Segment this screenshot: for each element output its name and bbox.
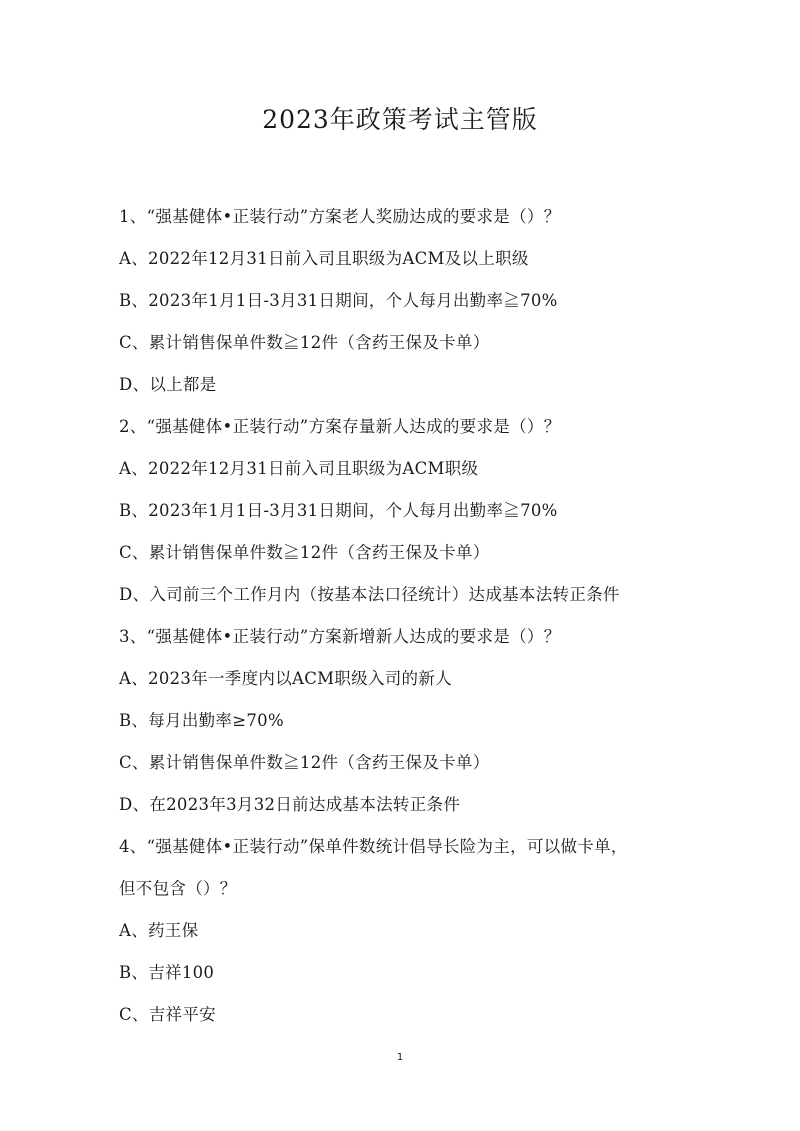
question-4-stem-continued: 但不包含（）？ — [119, 879, 237, 898]
question-3-option-b: B、每月出勤率≥70% — [119, 711, 284, 730]
question-4-stem: 4、“强基健体•正装行动”保单件数统计倡导长险为主，可以做卡单， — [119, 837, 628, 856]
question-1-option-c: C、累计销售保单件数≧12件（含药王保及卡单） — [119, 333, 490, 352]
question-2-option-c: C、累计销售保单件数≧12件（含药王保及卡单） — [119, 543, 490, 562]
question-4-option-c: C、吉祥平安 — [119, 1005, 216, 1024]
question-1-option-b: B、2023年1月1日-3月31日期间，个人每月出勤率≧70% — [119, 291, 558, 310]
question-2-stem: 2、“强基健体•正装行动”方案存量新人达成的要求是（）？ — [119, 417, 561, 436]
question-3-option-d: D、在2023年3月32日前达成基本法转正条件 — [119, 795, 461, 814]
question-3-stem: 3、“强基健体•正装行动”方案新增新人达成的要求是（）？ — [119, 627, 561, 646]
question-1-stem: 1、“强基健体•正装行动”方案老人奖励达成的要求是（）？ — [119, 207, 561, 226]
question-3-option-a: A、2023年一季度内以ACM职级入司的新人 — [119, 669, 452, 688]
question-4-option-a: A、药王保 — [119, 921, 199, 940]
question-2-option-d: D、入司前三个工作月内（按基本法口径统计）达成基本法转正条件 — [119, 585, 620, 604]
question-2-option-a: A、2022年12月31日前入司且职级为ACM职级 — [119, 459, 479, 478]
question-4-option-b: B、吉祥100 — [119, 963, 215, 982]
question-1-option-a: A、2022年12月31日前入司且职级为ACM及以上职级 — [119, 249, 529, 268]
question-3-option-c: C、累计销售保单件数≧12件（含药王保及卡单） — [119, 753, 490, 772]
question-1-option-d: D、以上都是 — [119, 375, 217, 394]
question-list — [119, 196, 709, 1036]
page-number: 1 — [396, 1052, 404, 1063]
document-title: 2023年政策考试主管版 — [262, 105, 538, 134]
question-2-option-b: B、2023年1月1日-3月31日期间，个人每月出勤率≧70% — [119, 501, 558, 520]
